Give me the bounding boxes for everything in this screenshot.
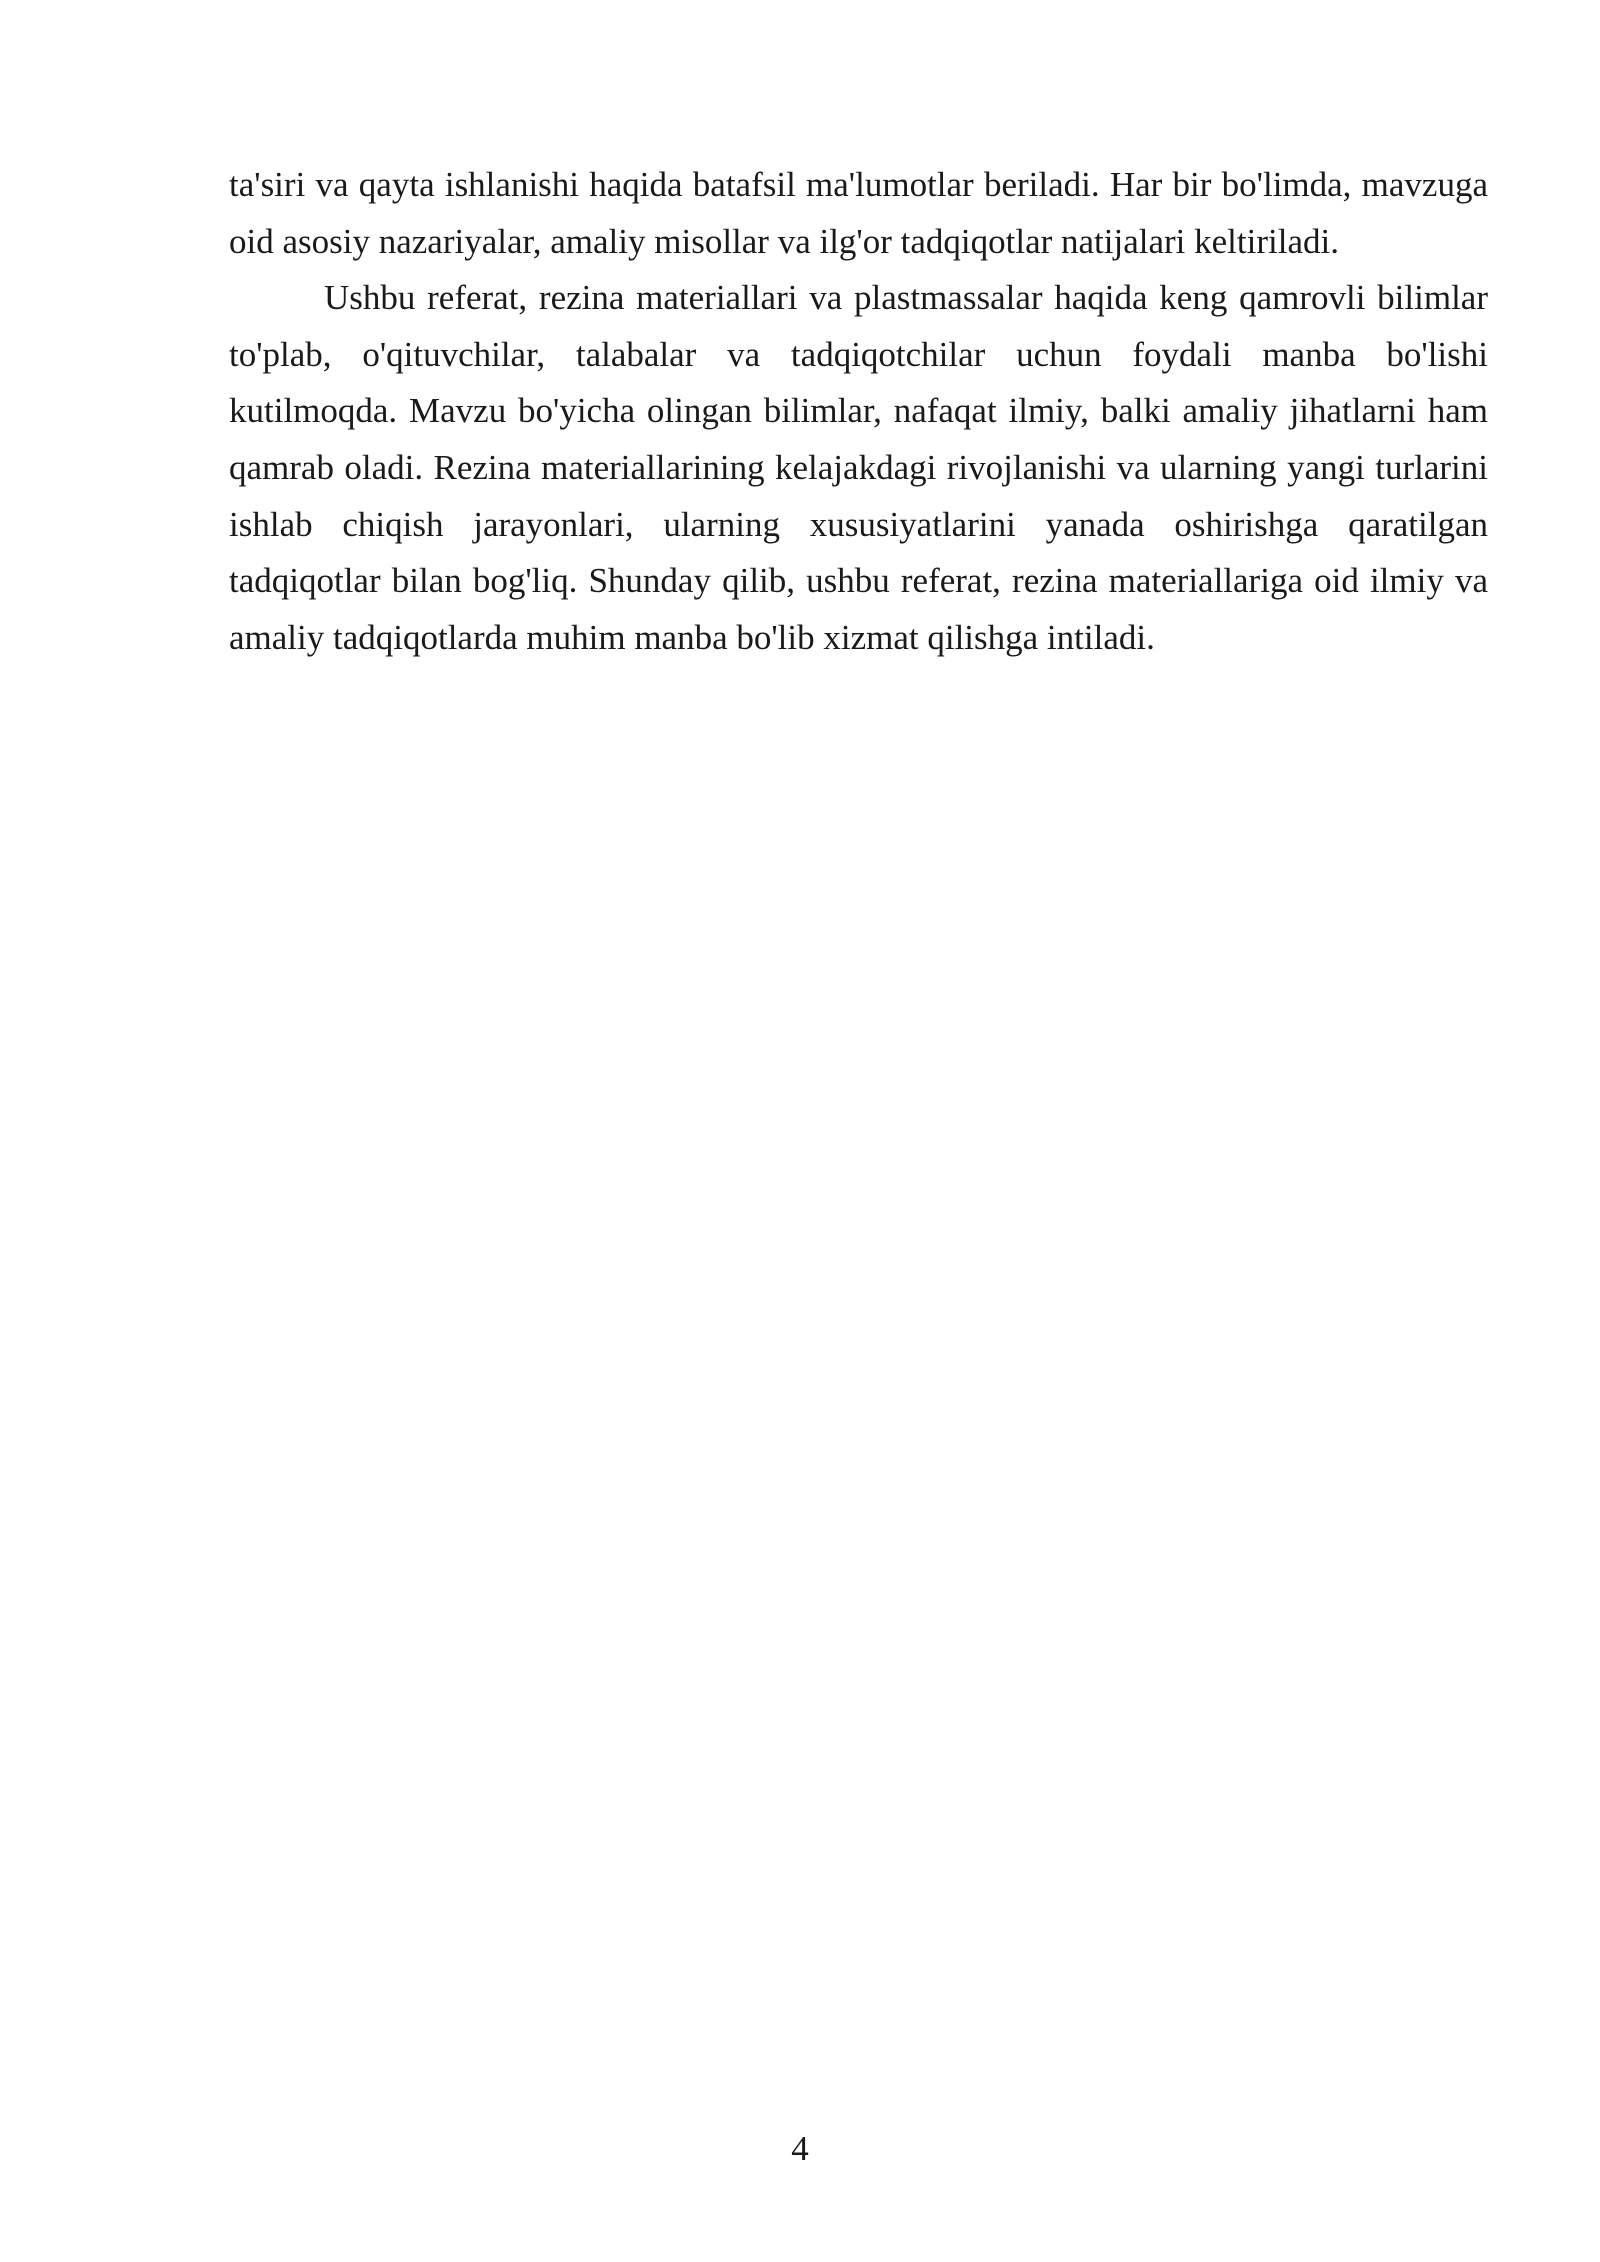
page-number: 4 [791,2129,809,2168]
page-body-text [229,157,1488,666]
paragraph-continuation: ta'siri va qayta ishlanishi haqida batafsil ma'lumotlar beriladi. Har bir bo'limda, mavzuga oid asosiy nazariyalar, amaliy misollar va ilg'or tadqiqotlar natijalari keltiriladi. [229,165,1488,261]
paragraph-referat-purpose: Ushbu referat, rezina materiallari va plastmassalar haqida keng qamrovli bilimlar to'plab, o'qituvchilar, talabalar va tadqiqotchilar uchun foydali manba bo'lishi kutilmoqda. Mavzu bo'yicha olingan bilimlar, nafaqat ilmiy, balki amaliy jihatlarni ham qamrab oladi. Rezina materiallarining kelajakdagi rivojlanishi va ularning yangi turlarini ishlab chiqish jarayonlari, ularning xususiyatlarini yanada oshirishga qaratilgan tadqiqotlar bilan bog'liq. Shunday qilib, ushbu referat, rezina materiallariga oid ilmiy va amaliy tadqiqotlarda muhim manba bo'lib xizmat qilishga intiladi. [229,278,1488,657]
